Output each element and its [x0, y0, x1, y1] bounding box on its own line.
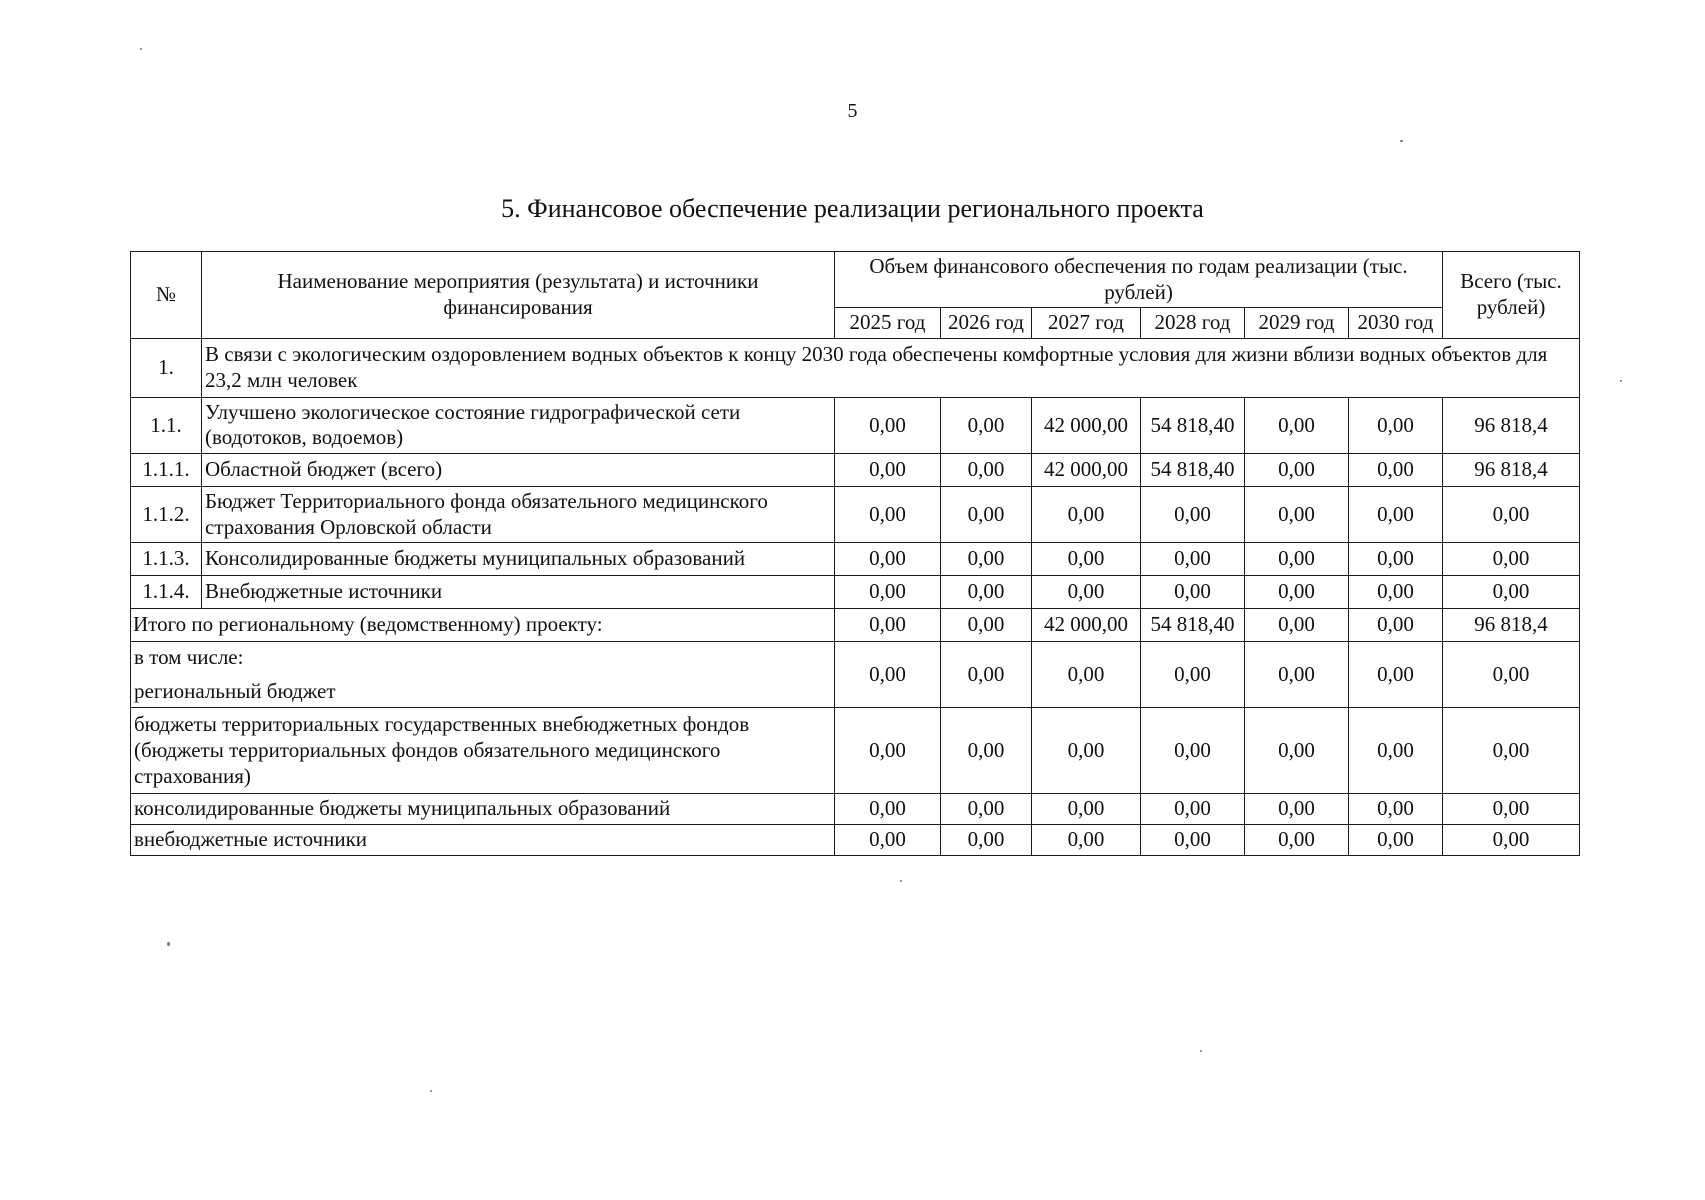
- document-title: 5. Финансовое обеспечение реализации регионального проекта: [501, 194, 1204, 223]
- value-cell: 0,00: [1349, 576, 1443, 609]
- breakdown-label: внебюджетные источники: [131, 825, 835, 856]
- breakdown-row: [131, 794, 1580, 825]
- goal-row: [131, 338, 1580, 397]
- value-cell: 0,00: [1245, 708, 1349, 794]
- total-cell: 96 818,4: [1443, 397, 1580, 453]
- scan-speck: [1200, 1050, 1202, 1052]
- value-cell: 0,00: [1349, 708, 1443, 794]
- scan-speck: [167, 942, 170, 946]
- value-cell: 0,00: [1349, 794, 1443, 825]
- value-cell: 0,00: [941, 825, 1032, 856]
- value-cell: 54 818,40: [1141, 609, 1245, 642]
- value-cell: 0,00: [941, 794, 1032, 825]
- value-cell: 0,00: [1032, 576, 1141, 609]
- row-name: Внебюджетные источники: [202, 576, 835, 609]
- row-code: 1.1.1.: [131, 454, 202, 487]
- value-cell: 0,00: [835, 794, 941, 825]
- row-name: Бюджет Территориального фонда обязательного медицинского страхования Орловской области: [202, 487, 835, 543]
- value-cell: 42 000,00: [1032, 609, 1141, 642]
- value-cell: 0,00: [1349, 397, 1443, 453]
- total-cell: 0,00: [1443, 487, 1580, 543]
- value-cell: 0,00: [941, 576, 1032, 609]
- value-cell: 0,00: [1141, 708, 1245, 794]
- total-cell: 0,00: [1443, 543, 1580, 576]
- value-cell: 0,00: [1245, 454, 1349, 487]
- goal-text: В связи с экологическим оздоровлением водных объектов к концу 2030 года обеспечены комфортные условия для жизни вблизи водных объектов для 23,2 млн человек: [202, 338, 1580, 397]
- header-year: 2028 год: [1141, 308, 1245, 339]
- row-name: Консолидированные бюджеты муниципальных образований: [202, 543, 835, 576]
- table-row: [131, 543, 1580, 576]
- breakdown-label: [131, 642, 835, 708]
- row-code: 1.1.2.: [131, 487, 202, 543]
- value-cell: 54 818,40: [1141, 454, 1245, 487]
- value-cell: 0,00: [941, 543, 1032, 576]
- value-cell: 0,00: [941, 609, 1032, 642]
- header-name: Наименование мероприятия (результата) и источники финансирования: [202, 252, 835, 339]
- value-cell: 0,00: [1349, 825, 1443, 856]
- value-cell: 0,00: [1349, 454, 1443, 487]
- value-cell: 0,00: [835, 543, 941, 576]
- financing-table: [130, 251, 1580, 856]
- value-cell: 0,00: [941, 642, 1032, 708]
- value-cell: 0,00: [1141, 576, 1245, 609]
- value-cell: 0,00: [1141, 825, 1245, 856]
- value-cell: 0,00: [835, 708, 941, 794]
- scan-speck: [1400, 140, 1403, 142]
- value-cell: 0,00: [835, 487, 941, 543]
- total-cell: 0,00: [1443, 825, 1580, 856]
- breakdown-label: бюджеты территориальных государственных внебюджетных фондов (бюджеты территориальных фондов обязательного медицинского страхования): [131, 708, 835, 794]
- value-cell: 0,00: [1032, 543, 1141, 576]
- total-cell: 96 818,4: [1443, 454, 1580, 487]
- breakdown-row: [131, 642, 1580, 708]
- value-cell: 0,00: [1349, 642, 1443, 708]
- value-cell: 0,00: [1349, 487, 1443, 543]
- value-cell: 0,00: [1245, 576, 1349, 609]
- value-cell: 0,00: [941, 708, 1032, 794]
- value-cell: 0,00: [1245, 794, 1349, 825]
- value-cell: 0,00: [835, 454, 941, 487]
- header-total: Всего (тыс. рублей): [1443, 252, 1580, 339]
- value-cell: 0,00: [1245, 397, 1349, 453]
- value-cell: 0,00: [1032, 642, 1141, 708]
- value-cell: 0,00: [1032, 708, 1141, 794]
- header-number: №: [131, 252, 202, 339]
- total-cell: 0,00: [1443, 576, 1580, 609]
- value-cell: 0,00: [1032, 487, 1141, 543]
- value-cell: 0,00: [941, 397, 1032, 453]
- value-cell: 0,00: [1141, 642, 1245, 708]
- breakdown-label: консолидированные бюджеты муниципальных образований: [131, 794, 835, 825]
- header-volume: Объем финансового обеспечения по годам реализации (тыс. рублей): [835, 252, 1443, 308]
- value-cell: 0,00: [835, 576, 941, 609]
- table-row: [131, 454, 1580, 487]
- value-cell: 42 000,00: [1032, 397, 1141, 453]
- value-cell: 42 000,00: [1032, 454, 1141, 487]
- value-cell: 0,00: [1349, 543, 1443, 576]
- total-cell: 96 818,4: [1443, 609, 1580, 642]
- total-cell: 0,00: [1443, 642, 1580, 708]
- row-name: Улучшено экологическое состояние гидрографической сети (водотоков, водоемов): [202, 397, 835, 453]
- value-cell: 0,00: [835, 397, 941, 453]
- header-year: 2026 год: [941, 308, 1032, 339]
- total-cell: 0,00: [1443, 794, 1580, 825]
- table-row: [131, 487, 1580, 543]
- value-cell: 0,00: [941, 454, 1032, 487]
- value-cell: 0,00: [1245, 487, 1349, 543]
- value-cell: 0,00: [1245, 609, 1349, 642]
- total-row: [131, 609, 1580, 642]
- table-row: [131, 576, 1580, 609]
- value-cell: 0,00: [1141, 794, 1245, 825]
- scan-speck: [1620, 380, 1622, 382]
- header-year: 2027 год: [1032, 308, 1141, 339]
- breakdown-label-text: региональный бюджет: [134, 678, 336, 703]
- value-cell: 0,00: [1349, 609, 1443, 642]
- value-cell: 0,00: [1032, 825, 1141, 856]
- total-cell: 0,00: [1443, 708, 1580, 794]
- header-year: 2029 год: [1245, 308, 1349, 339]
- value-cell: 0,00: [1032, 794, 1141, 825]
- scan-speck: [900, 880, 902, 882]
- row-name: Областной бюджет (всего): [202, 454, 835, 487]
- value-cell: 0,00: [1141, 487, 1245, 543]
- value-cell: 0,00: [1245, 642, 1349, 708]
- value-cell: 0,00: [941, 487, 1032, 543]
- value-cell: 54 818,40: [1141, 397, 1245, 453]
- value-cell: 0,00: [835, 642, 941, 708]
- breakdown-row: [131, 825, 1580, 856]
- value-cell: 0,00: [835, 825, 941, 856]
- scan-speck: [140, 48, 142, 50]
- scan-speck: [430, 1090, 432, 1092]
- table-row: [131, 397, 1580, 453]
- value-cell: 0,00: [835, 609, 941, 642]
- row-code: 1.1.4.: [131, 576, 202, 609]
- goal-code: 1.: [131, 338, 202, 397]
- value-cell: 0,00: [1245, 543, 1349, 576]
- row-code: 1.1.: [131, 397, 202, 453]
- page-number: 5: [847, 100, 858, 122]
- total-row-label: Итого по региональному (ведомственному) проекту:: [131, 609, 835, 642]
- breakdown-row: [131, 708, 1580, 794]
- value-cell: 0,00: [1245, 825, 1349, 856]
- breakdown-intro: в том числе:: [134, 645, 244, 670]
- value-cell: 0,00: [1141, 543, 1245, 576]
- header-year: 2030 год: [1349, 308, 1443, 339]
- row-code: 1.1.3.: [131, 543, 202, 576]
- header-year: 2025 год: [835, 308, 941, 339]
